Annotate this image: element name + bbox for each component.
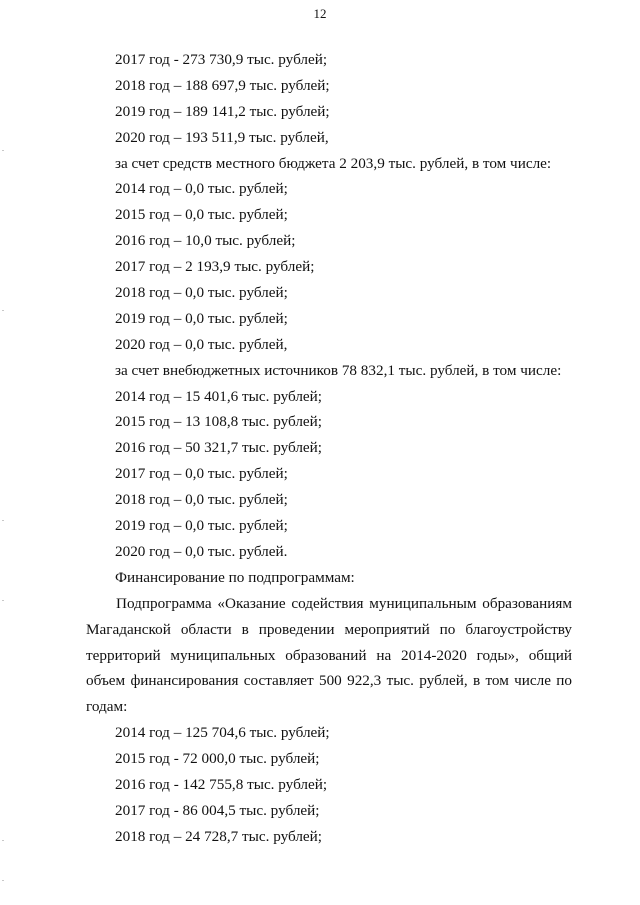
funding-line: 2019 год – 189 141,2 тыс. рублей; [115,102,330,120]
subprogram-year-line: 2017 год - 86 004,5 тыс. рублей; [115,801,320,819]
funding-line: 2020 год – 0,0 тыс. рублей, [115,335,288,353]
funding-line: 2017 год – 2 193,9 тыс. рублей; [115,258,315,276]
funding-line: 2014 год – 15 401,6 тыс. рублей; [115,387,323,405]
funding-line: 2015 год – 0,0 тыс. рублей; [115,206,288,224]
local-budget-heading: за счет средств местного бюджета 2 203,9 тыс. рублей, в том числе: [115,154,552,172]
funding-line: 2018 год – 188 697,9 тыс. рублей; [115,76,330,94]
subprogram-year-line: 2018 год – 24 728,7 тыс. рублей; [115,827,323,845]
extrabudgetary-heading: за счет внебюджетных источников 78 832,1 тыс. рублей, в том числе: [115,361,562,379]
funding-line: 2019 год – 0,0 тыс. рублей; [115,309,288,327]
subprogram-year-line: 2016 год - 142 755,8 тыс. рублей; [115,776,328,794]
scan-margin-marks [2,0,6,905]
funding-line: 2015 год – 13 108,8 тыс. рублей; [115,413,323,431]
subprogram-year-line: 2015 год - 72 000,0 тыс. рублей; [115,750,320,768]
funding-line: 2018 год – 0,0 тыс. рублей; [115,491,288,509]
subprograms-heading: Финансирование по подпрограммам: [115,568,355,586]
funding-line: 2014 год – 0,0 тыс. рублей; [115,180,288,198]
funding-line: 2016 год – 10,0 тыс. рублей; [115,232,296,250]
document-body [86,47,572,850]
subprogram-paragraph: Подпрограмма «Оказание содействия муниципальным образованиям Магаданской области в проведении мероприятий по благоустройству территорий муниципальных образований на 2014-2020 годы», общий объем финансирования составляет 500 922,3 тыс. рублей, в том числе по годам: [86,594,572,716]
funding-line: 2020 год – 0,0 тыс. рублей. [115,542,288,560]
funding-line: 2018 год – 0,0 тыс. рублей; [115,284,288,302]
funding-line: 2016 год – 50 321,7 тыс. рублей; [115,439,323,457]
subprogram-year-line: 2014 год – 125 704,6 тыс. рублей; [115,724,330,742]
funding-line: 2019 год – 0,0 тыс. рублей; [115,517,288,535]
page-number: 12 [313,6,327,21]
funding-line: 2017 год – 0,0 тыс. рублей; [115,465,288,483]
funding-line: 2020 год – 193 511,9 тыс. рублей, [115,128,329,146]
funding-line: 2017 год - 273 730,9 тыс. рублей; [115,51,328,68]
